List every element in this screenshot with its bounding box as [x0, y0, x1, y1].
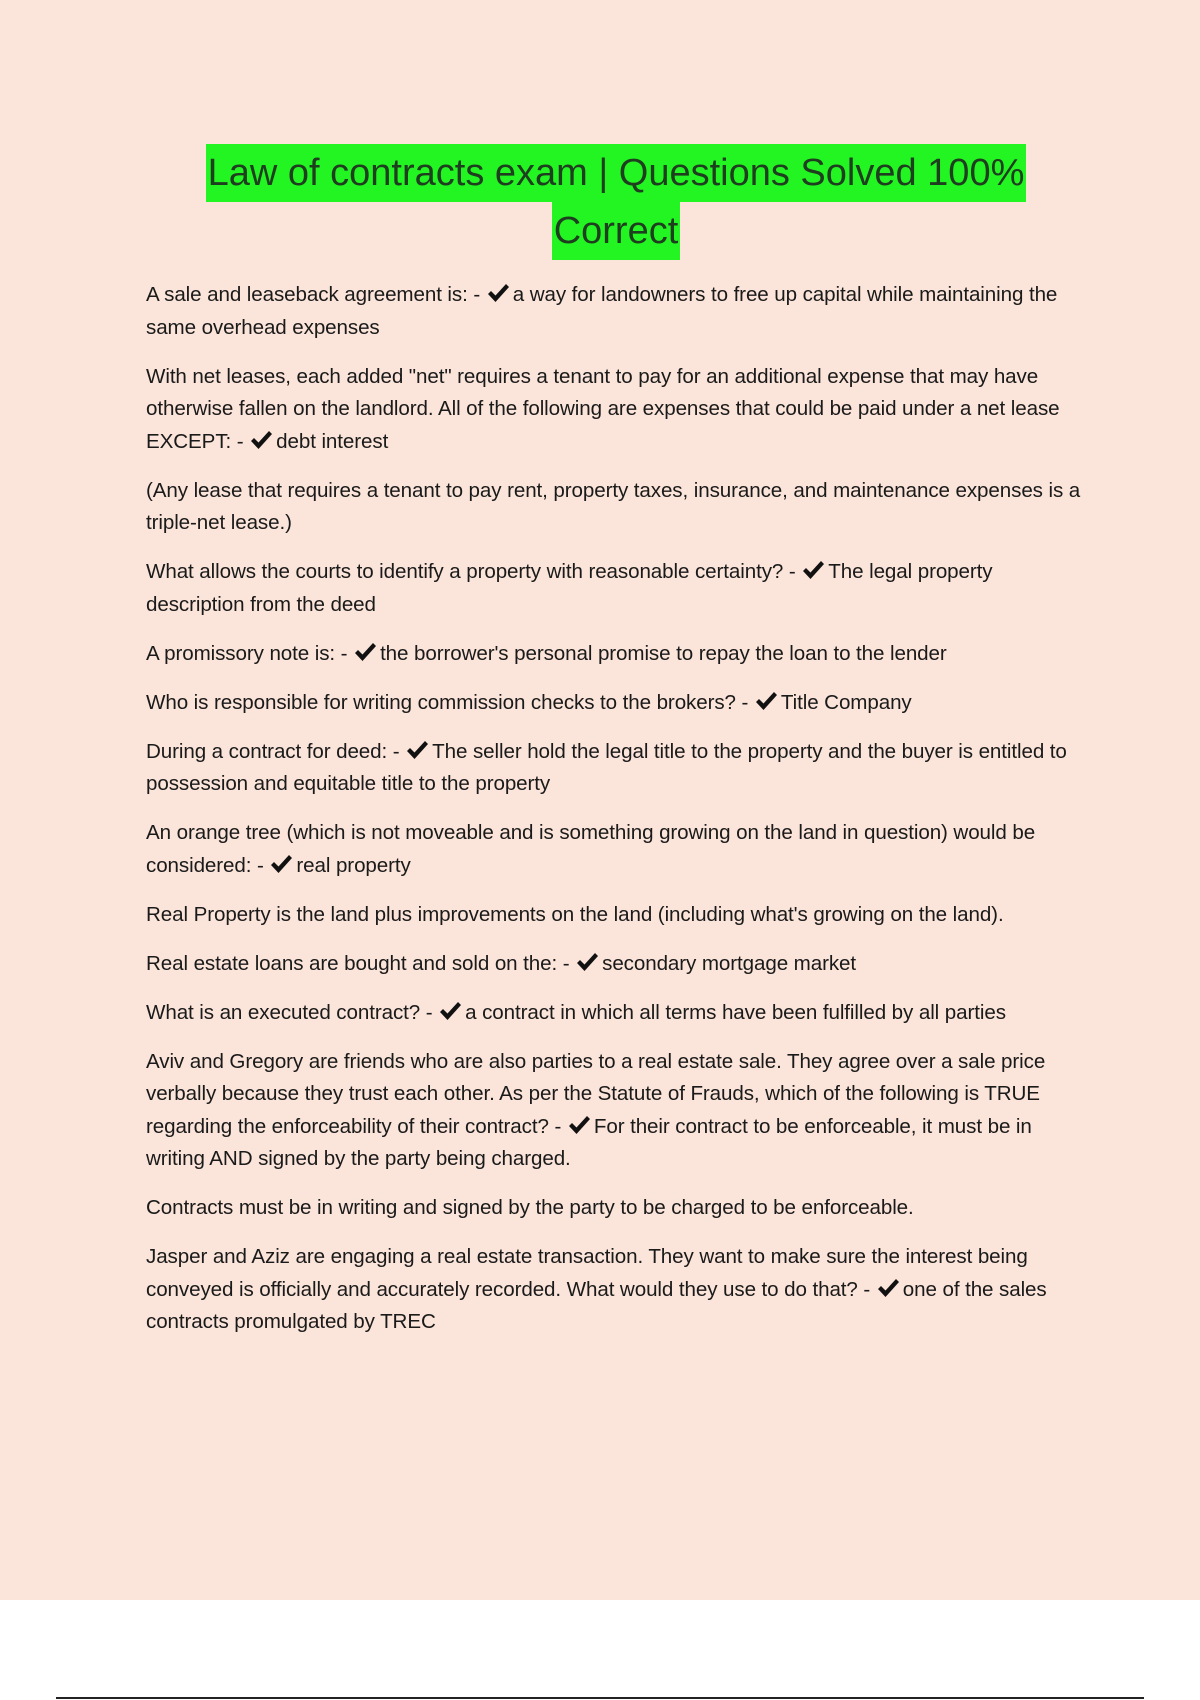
qa-item: [146, 1046, 1091, 1176]
answer-text: Title Company: [780, 690, 912, 714]
checkmark-icon: [353, 641, 377, 663]
answer-text: the borrower's personal promise to repay the loan to the lender: [380, 641, 947, 665]
question-answer-separator: -: [387, 739, 406, 763]
qa-item: [146, 279, 1091, 344]
question-text: A promissory note is:: [146, 641, 336, 665]
question-answer-list: [146, 279, 1091, 1355]
qa-item: [146, 556, 1091, 621]
checkmark-icon: [876, 1277, 900, 1299]
qa-item: [146, 1241, 1091, 1339]
answer-text: For their contract to be enforceable, it must be in writing AND signed by the party being charged.: [146, 1114, 1032, 1170]
answer-text: real property: [296, 853, 411, 877]
question-answer-separator: -: [557, 951, 576, 975]
answer-text: a way for landowners to free up capital while maintaining the same overhead expenses: [146, 283, 1058, 339]
question-text: Aviv and Gregory are friends who are also parties to a real estate sale. They agree over a sale price verbally because they trust each other. As per the Statute of Frauds, which of the following is TRUE regarding the enforceability of their contract?: [146, 1049, 1046, 1138]
checkmark-icon: [405, 739, 429, 761]
question-answer-separator: -: [231, 429, 250, 453]
question-answer-separator: -: [548, 1114, 567, 1138]
note-paragraph: Contracts must be in writing and signed by the party to be charged to be enforceable.: [146, 1196, 914, 1219]
question-answer-separator: -: [783, 560, 802, 583]
question-text: What allows the courts to identify a property with reasonable certainty?: [146, 560, 784, 583]
title-line-2: Correct: [552, 202, 681, 260]
note-paragraph: (Any lease that requires a tenant to pay rent, property taxes, insurance, and maintenance expenses is a triple-net lease.): [146, 478, 1081, 534]
document-title: [145, 144, 1087, 260]
checkmark-icon: [754, 690, 778, 712]
checkmark-icon: [801, 559, 825, 581]
qa-item: [146, 948, 1091, 981]
question-text: A sale and leaseback agreement is:: [146, 283, 468, 306]
qa-item: [146, 687, 1091, 720]
title-line-1: Law of contracts exam | Questions Solved 100%: [206, 144, 1027, 202]
question-answer-separator: -: [420, 1000, 439, 1024]
qa-item: [146, 997, 1091, 1030]
checkmark-icon: [249, 429, 273, 451]
checkmark-icon: [438, 1000, 462, 1022]
checkmark-icon: [269, 853, 293, 875]
question-text: What is an executed contract?: [146, 1000, 421, 1024]
question-text: Who is responsible for writing commission checks to the brokers?: [146, 690, 736, 714]
qa-item: [146, 638, 1091, 671]
answer-text: debt interest: [276, 429, 389, 453]
answer-text: The legal property description from the deed: [146, 560, 993, 616]
checkmark-icon: [567, 1114, 591, 1136]
answer-text: The seller hold the legal title to the property and the buyer is entitled to possession and equitable title to the property: [146, 739, 1067, 795]
answer-text: secondary mortgage market: [602, 951, 857, 975]
question-answer-separator: -: [857, 1277, 876, 1301]
answer-text: one of the sales contracts promulgated by TREC: [146, 1277, 1047, 1333]
question-answer-separator: -: [467, 283, 486, 306]
question-answer-separator: -: [251, 853, 270, 877]
question-text: With net leases, each added "net" requires a tenant to pay for an additional expense that may have otherwise fallen on the landlord. All of the following are expenses that could be paid under a net lease EXCEPT:: [146, 364, 1060, 453]
question-answer-separator: -: [735, 690, 754, 714]
question-text: During a contract for deed:: [146, 739, 388, 763]
qa-item: [146, 817, 1091, 882]
note-paragraph: Real Property is the land plus improvements on the land (including what's growing on the land).: [146, 902, 1004, 926]
question-answer-separator: -: [335, 641, 354, 665]
checkmark-icon: [486, 282, 510, 304]
checkmark-icon: [575, 951, 599, 973]
question-text: Real estate loans are bought and sold on the:: [146, 951, 558, 975]
qa-item: [146, 361, 1091, 459]
question-text: An orange tree (which is not moveable and is something growing on the land in question) would be considered:: [146, 821, 1036, 877]
answer-text: a contract in which all terms have been fulfilled by all parties: [465, 1000, 1006, 1024]
question-text: Jasper and Aziz are engaging a real estate transaction. They want to make sure the interest being conveyed is officially and accurately recorded. What would they use to do that?: [146, 1245, 1028, 1301]
footer-rule: [56, 1697, 1144, 1699]
qa-item: [146, 736, 1091, 801]
